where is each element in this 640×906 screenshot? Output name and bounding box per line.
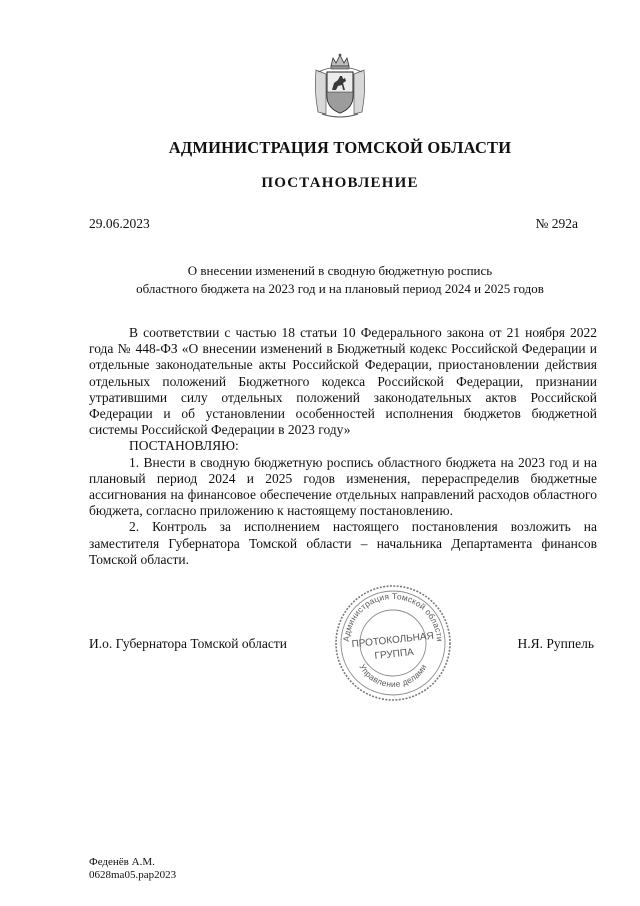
document-date: 29.06.2023 [89, 216, 150, 231]
document-subject [60, 262, 620, 298]
stamp-ring-bottom-text: Управление делами [357, 662, 429, 690]
subject-line-1: О внесении изменений в сводную бюджетную роспись [187, 263, 493, 278]
stamp-center-line-2: ГРУППА [374, 646, 415, 662]
document-number: № 292а [535, 216, 578, 231]
resolve-heading: ПОСТАНОВЛЯЮ: [129, 438, 239, 454]
subject-line-2: областного бюджета на 2023 год и на плановый период 2024 и 2025 годов [136, 281, 544, 296]
document-body [89, 325, 597, 568]
signatory-position: И.о. Губернатора Томской области [89, 636, 287, 651]
footer-author: Феденёв А.М. [89, 856, 155, 868]
stamp-ring-top-text: Администрация Томской области [340, 590, 446, 643]
document-type-title: ПОСТАНОВЛЕНИЕ [261, 175, 419, 191]
coat-of-arms-emblem [312, 52, 368, 120]
footer-file-code: 0628ma05.pap2023 [89, 869, 177, 881]
stamp-center-line-1: ПРОТОКОЛЬНАЯ [351, 630, 435, 651]
item-2-paragraph: 2. Контроль за исполнением настоящего постановления возложить на заместителя Губернатора Томской области – начальника Департамента финансов Томской области. [89, 519, 597, 567]
organization-title: АДМИНИСТРАЦИЯ ТОМСКОЙ ОБЛАСТИ [168, 138, 512, 157]
official-stamp [333, 583, 453, 703]
preamble-paragraph: В соответствии с частью 18 статьи 10 Федерального закона от 21 ноября 2022 года № 448-ФЗ «О внесении изменений в Бюджетный кодекс Российской Федерации и отдельные законодательные акты Российской Федерации, приостановлении действия отдельных положений Бюджетного кодекса Российской Федерации, признании утратившими силу отдельных положений законодательных актов Российской Федерации и об установлении особенностей исполнения бюджетов бюджетной системы Российской Федерации в 2023 году» [89, 325, 597, 438]
item-1-paragraph: 1. Внести в сводную бюджетную роспись областного бюджета на 2023 год и на плановый период 2024 и 2025 годов изменения, перераспределив бюджетные ассигнования на финансовое обеспечение отдельных направлений расходов областного бюджета, согласно приложению к настоящему постановлению. [89, 454, 597, 519]
signatory-name: Н.Я. Руппель [517, 636, 594, 651]
